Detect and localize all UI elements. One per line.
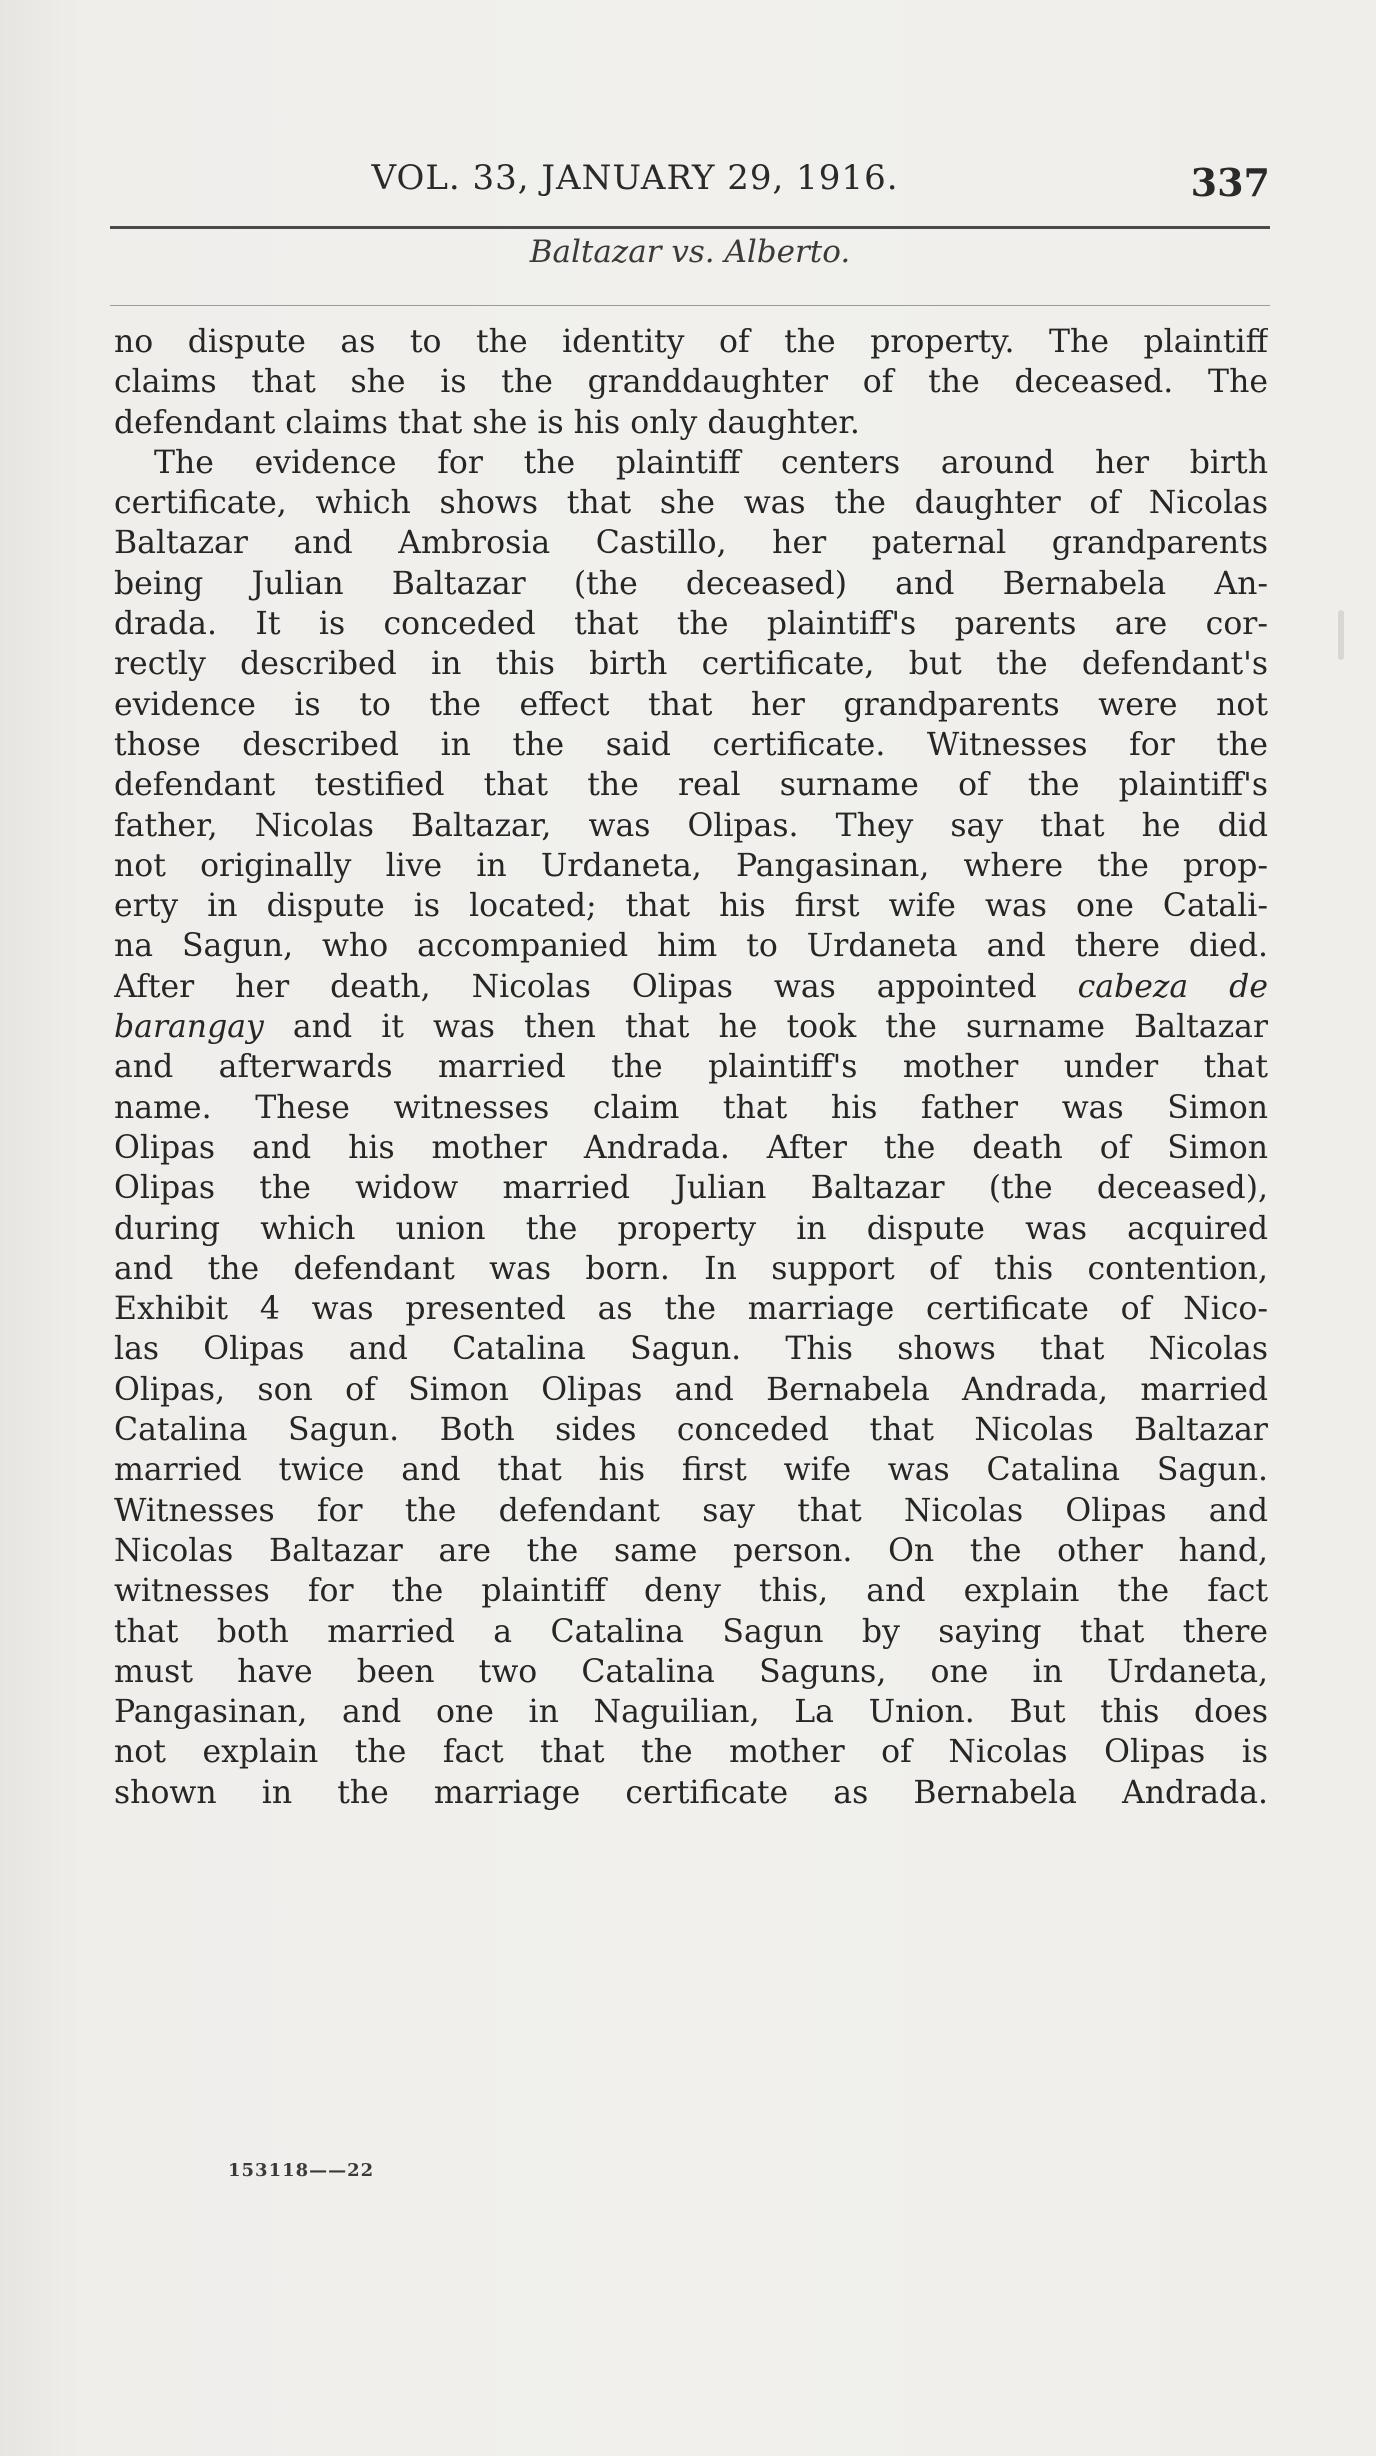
- text-line: shown in the marriage certificate as Bernabela Andrada.: [114, 1774, 1268, 1811]
- text-line: those described in the said certificate. Witnesses for the: [114, 726, 1268, 763]
- text-line: The evidence for the plaintiff centers around her birth: [154, 444, 1268, 481]
- text-line: not originally live in Urdaneta, Pangasinan, where the prop-: [114, 847, 1268, 884]
- text-line: Witnesses for the defendant say that Nicolas Olipas and: [114, 1492, 1268, 1529]
- text-line: drada. It is conceded that the plaintiff's parents are cor-: [114, 606, 1268, 643]
- text-line: married twice and that his first wife was Catalina Sagun.: [114, 1452, 1268, 1489]
- text-line: not explain the fact that the mother of Nicolas Olipas is: [114, 1734, 1268, 1771]
- text-line: [114, 967, 1268, 1007]
- text-line: defendant claims that she is his only daughter.: [114, 404, 860, 441]
- text-line: Nicolas Baltazar are the same person. On the other hand,: [114, 1532, 1268, 1569]
- text-line: must have been two Catalina Saguns, one in Urdaneta,: [114, 1653, 1268, 1690]
- italic-term: barangay: [114, 1009, 264, 1046]
- page-header: [110, 150, 1270, 214]
- text-line: witnesses for the plaintiff deny this, and explain the fact: [114, 1573, 1268, 1610]
- text-line: [114, 1007, 1268, 1047]
- text-line: las Olipas and Catalina Sagun. This shows that Nicolas: [114, 1331, 1268, 1368]
- case-title: Baltazar vs. Alberto.: [529, 234, 851, 270]
- text-line: no dispute as to the identity of the property. The plaintiff: [114, 324, 1268, 360]
- text-line: erty in dispute is located; that his first wife was one Catali-: [114, 888, 1268, 925]
- text-line: Catalina Sagun. Both sides conceded that Nicolas Baltazar: [114, 1412, 1268, 1449]
- text-line: Olipas and his mother Andrada. After the death of Simon: [114, 1129, 1268, 1166]
- text-line: being Julian Baltazar (the deceased) and Bernabela An-: [114, 565, 1268, 602]
- text-segment: and it was then that he took the surname Baltazar: [292, 1009, 1268, 1046]
- case-title-rule: [110, 305, 1270, 306]
- text-line: during which union the property in dispute was acquired: [114, 1210, 1268, 1247]
- text-line: Olipas the widow married Julian Baltazar (the deceased),: [114, 1170, 1268, 1207]
- text-line: and the defendant was born. In support of this contention,: [114, 1250, 1268, 1287]
- header-rule: [110, 226, 1270, 229]
- body-text: [114, 322, 1268, 1813]
- text-line: father, Nicolas Baltazar, was Olipas. They say that he did: [114, 807, 1268, 844]
- text-line: Baltazar and Ambrosia Castillo, her paternal grandparents: [114, 525, 1268, 562]
- text-line: Pangasinan, and one in Naguilian, La Union. But this does: [114, 1694, 1268, 1731]
- signature-code: 153118——22: [228, 2160, 375, 2181]
- text-line: certificate, which shows that she was the daughter of Nicolas: [114, 485, 1268, 522]
- running-head: VOL. 33, JANUARY 29, 1916.: [371, 158, 899, 198]
- text-line: rectly described in this birth certificate, but the defendant's: [114, 646, 1268, 683]
- text-line: Exhibit 4 was presented as the marriage certificate of Nico-: [114, 1291, 1268, 1328]
- text-line: Olipas, son of Simon Olipas and Bernabela Andrada, married: [114, 1371, 1268, 1408]
- page-number: 337: [1190, 160, 1270, 205]
- text-line: defendant testified that the real surname of the plaintiff's: [114, 767, 1268, 804]
- text-line: name. These witnesses claim that his father was Simon: [114, 1089, 1268, 1126]
- text-line: that both married a Catalina Sagun by saying that there: [114, 1613, 1268, 1650]
- italic-term: cabeza de: [1077, 968, 1268, 1005]
- page-smudge: [1338, 610, 1344, 660]
- text-line: claims that she is the granddaughter of the deceased. The: [114, 364, 1268, 401]
- text-line: evidence is to the effect that her grandparents were not: [114, 686, 1268, 723]
- text-line: and afterwards married the plaintiff's mother under that: [114, 1049, 1268, 1086]
- text-segment: After her death, Nicolas Olipas was appointed: [114, 968, 1078, 1005]
- text-line: na Sagun, who accompanied him to Urdaneta and there died.: [114, 928, 1268, 965]
